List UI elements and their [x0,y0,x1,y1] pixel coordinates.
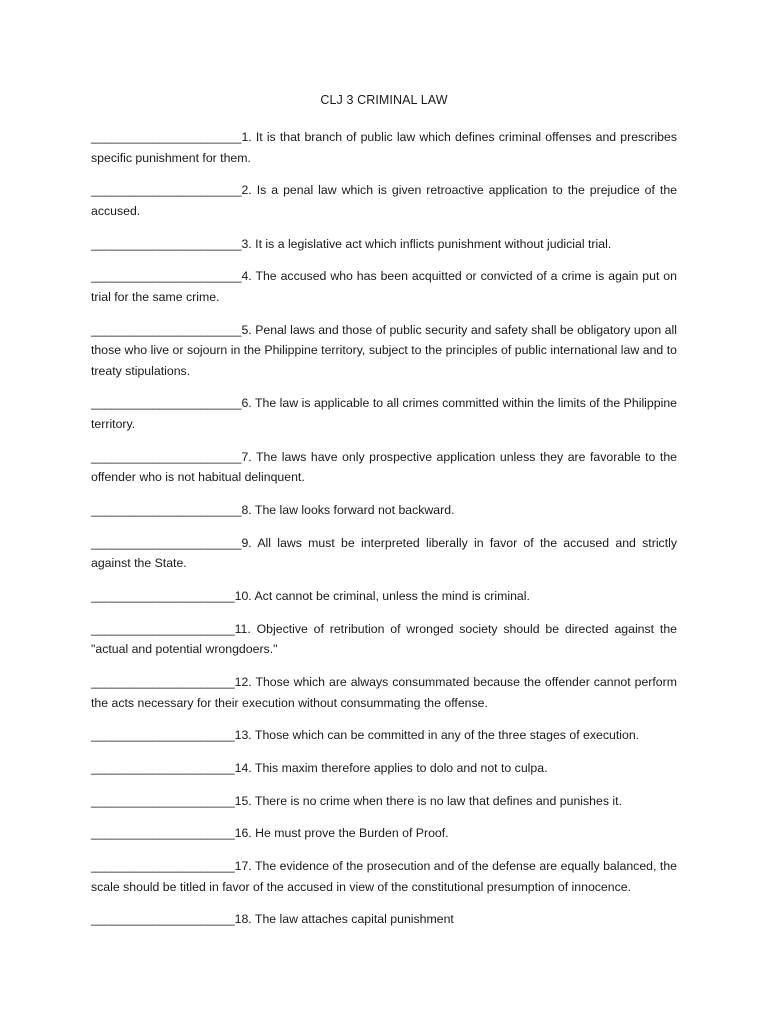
answer-blank: _____________________ [91,728,235,743]
answer-blank: ______________________ [91,130,242,144]
answer-blank: _____________________ [91,760,235,775]
question-item [91,856,677,897]
question-text: The law attaches capital punishment [251,912,454,927]
question-text: The law is applicable to all crimes committed within the limits of the Philippine territory. [91,396,677,431]
question-text: This maxim therefore applies to dolo and not to culpa. [251,760,548,775]
question-number: 11. [234,621,251,636]
question-number: 10. [234,588,252,603]
question-text: Act cannot be criminal, unless the mind is criminal. [251,588,530,603]
question-number: 18. [234,912,252,927]
question-text: All laws must be interpreted liberally in favor of the accused and strictly against the State. [91,535,677,571]
question-number: 6. [241,396,252,411]
question-number: 7. [241,449,252,464]
question-item [91,725,677,746]
question-item [91,320,677,382]
question-number: 1. [241,130,252,144]
answer-blank: _____________________ [91,621,235,636]
answer-blank: _____________________ [91,912,235,927]
question-text: The law looks forward not backward. [251,502,455,517]
question-number: 2. [241,183,252,198]
question-text: Penal laws and those of public security and safety shall be obligatory upon all those who live or sojourn in the Philippine territory, subject to the principles of public international law and to treaty stipulations. [91,322,677,378]
question-number: 17. [234,858,252,873]
question-item [91,758,677,779]
question-number: 4. [241,269,252,284]
question-item [91,180,677,221]
answer-blank: _____________________ [91,826,235,841]
question-item [91,586,677,607]
answer-blank: _____________________ [91,793,235,808]
question-number: 14. [234,760,252,775]
question-text: He must prove the Burden of Proof. [251,826,449,841]
question-text: Those which are always consummated because the offender cannot perform the acts necessary for their execution without consummating the offense. [91,674,677,710]
question-item [91,619,677,660]
question-number: 9. [241,535,252,550]
question-text: The laws have only prospective application unless they are favorable to the offender who is not habitual delinquent. [91,449,677,485]
question-list [91,127,677,942]
answer-blank: ______________________ [91,269,242,284]
answer-blank: ______________________ [91,535,242,550]
question-text: There is no crime when there is no law that defines and punishes it. [251,793,622,808]
question-number: 13. [234,728,252,743]
answer-blank: ______________________ [91,449,242,464]
answer-blank: _____________________ [91,588,235,603]
question-number: 15. [234,793,252,808]
answer-blank: ______________________ [91,396,242,411]
question-text: Is a penal law which is given retroactive application to the prejudice of the accused. [91,183,677,218]
question-item [91,127,677,168]
question-item [91,909,677,930]
question-item [91,672,677,713]
answer-blank: _____________________ [91,674,235,689]
answer-blank: ______________________ [91,322,242,337]
question-number: 16. [234,826,252,841]
question-number: 12. [234,674,252,689]
question-number: 5. [241,322,252,337]
question-item [91,447,677,488]
question-text: The accused who has been acquitted or convicted of a crime is again put on trial for the same crime. [91,269,677,304]
question-number: 3. [241,236,252,251]
question-text: It is a legislative act which inflicts punishment without judicial trial. [251,236,612,251]
question-item [91,791,677,812]
answer-blank: ______________________ [91,236,242,251]
question-item [91,500,677,521]
question-text: Those which can be committed in any of the three stages of execution. [251,728,640,743]
answer-blank: _____________________ [91,858,235,873]
question-item [91,266,677,307]
question-text: It is that branch of public law which defines criminal offenses and prescribes specific punishment for them. [91,130,677,165]
question-number: 8. [241,502,252,517]
document-title: CLJ 3 CRIMINAL LAW [320,93,448,107]
answer-blank: ______________________ [91,183,242,198]
question-item [91,823,677,844]
question-text: The evidence of the prosecution and of the defense are equally balanced, the scale should be titled in favor of the accused in view of the constitutional presumption of innocence. [91,858,677,894]
question-item [91,234,677,255]
question-text: Objective of retribution of wronged society should be directed against the "actual and potential wrongdoers." [91,621,677,657]
answer-blank: ______________________ [91,502,242,517]
question-item [91,393,677,434]
question-item [91,533,677,574]
